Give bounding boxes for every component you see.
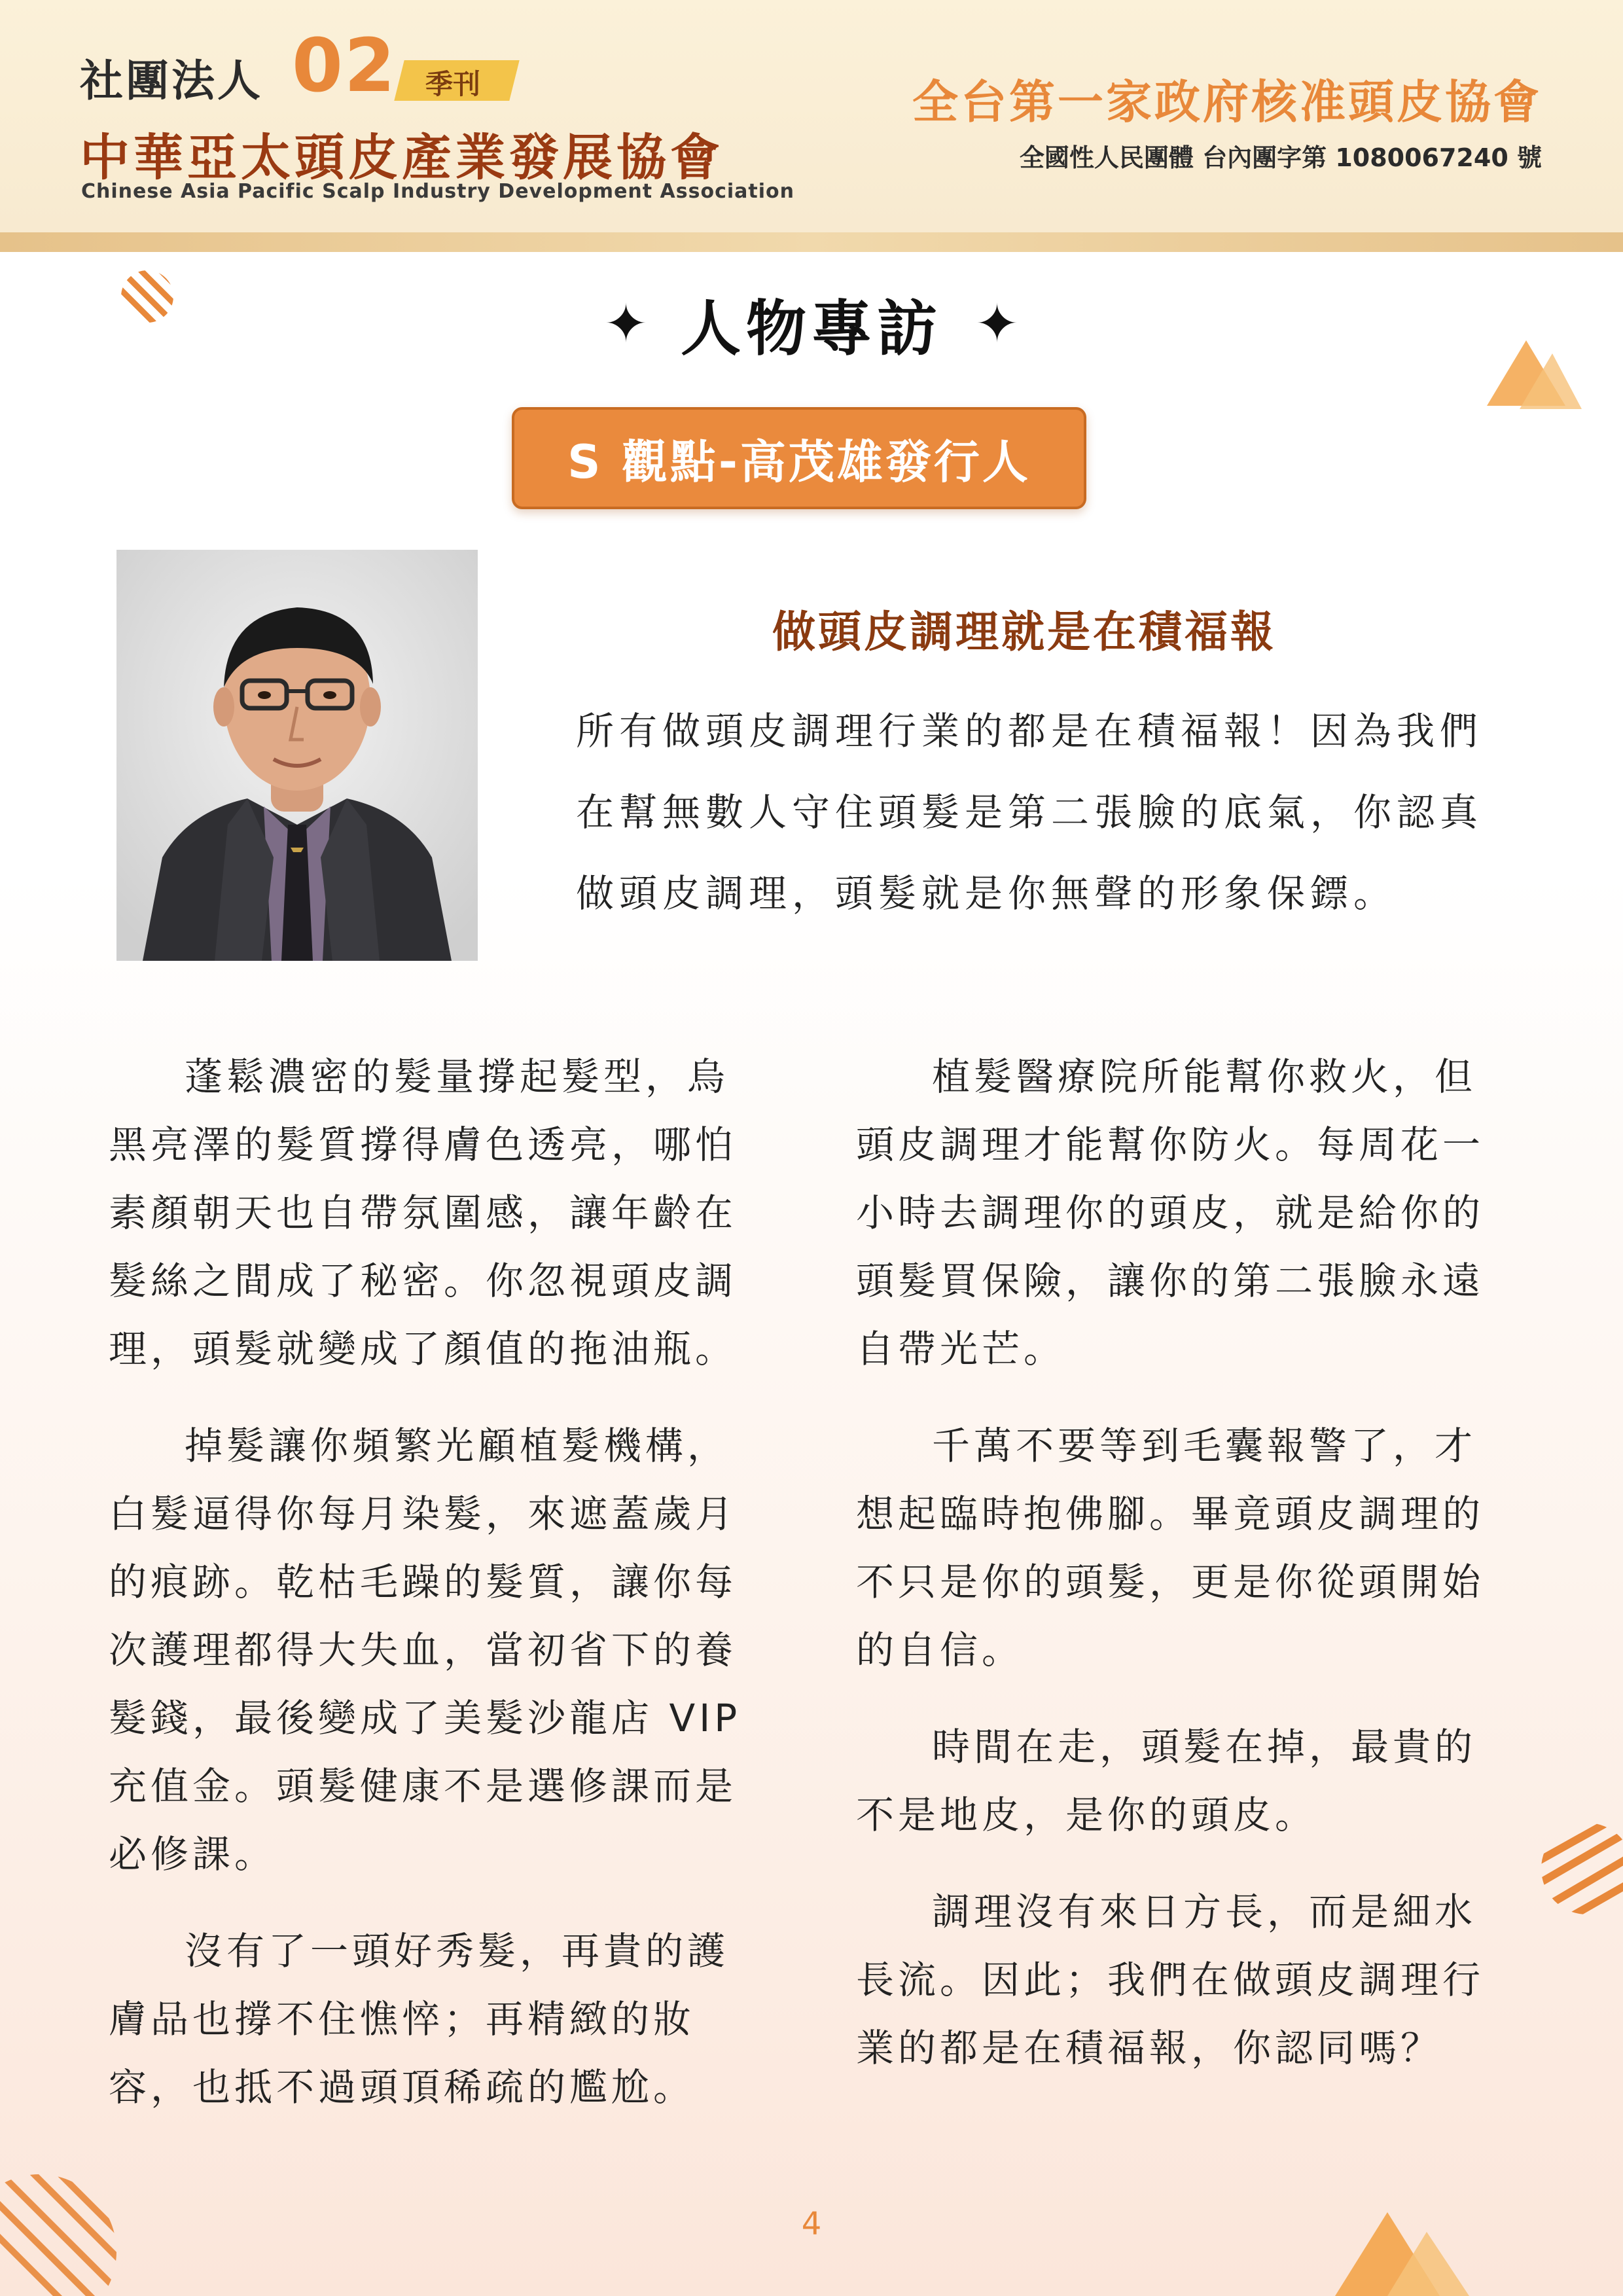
striped-circle-icon [0,2160,124,2296]
org-name-en: Chinese Asia Pacific Scalp Industry Development Association [81,180,795,203]
issue-number: 02 [292,24,397,109]
paragraph: 植髮醫療院所能幫你救火，但頭皮調理才能幫你防火。每周花一小時去調理你的頭皮，就是給你的頭髮買保險，讓你的第二張臉永遠自帶光芒。 [856,1054,1485,1371]
striped-circle-icon [1538,1820,1623,1918]
article-intro: 所有做頭皮調理行業的都是在積福報！因為我們在幫無數人守住頭髮是第二張臉的底氣，你認真做頭皮調理，頭髮就是你無聲的形象保鏢。 [576,709,1484,916]
paragraph: 掉髮讓你頻繁光顧植髮機構，白髮逼得你每月染髮，來遮蓋歲月的痕跡。乾枯毛躁的髮質，讓你每次護理都得大失血，當初省下的養髮錢，最後變成了美髮沙龍店 VIP 充值金。頭髮健康不是選修課而是必修課。 [109,1424,741,1876]
article-headline: 做頭皮調理就是在積福報 [772,607,1276,657]
org-name: 中華亞太頭皮產業發展協會 [80,128,724,187]
paragraph: 時間在走，頭髮在掉，最貴的不是地皮，是你的頭皮。 [856,1725,1477,1837]
association-registration: 全國性人民團體 台內團字第 1080067240 號 [1019,143,1542,172]
triangle-mountain-icon [1480,327,1585,412]
star-icon: ✦ [975,293,1020,354]
left-column [109,1043,763,2150]
star-icon: ✦ [603,293,648,354]
paragraph: 蓬鬆濃密的髮量撐起髮型，烏黑亮澤的髮質撐得膚色透亮，哪怕素顏朝天也自帶氛圍感，讓年齡在髮絲之間成了秘密。你忽視頭皮調理，頭髮就變成了顏值的拖油瓶。 [109,1054,738,1371]
paragraph: 調理沒有來日方長，而是細水長流。因此；我們在做頭皮調理行業的都是在積福報，你認同嗎？ [856,1890,1485,2070]
portrait-illustration [116,550,478,961]
header-divider [0,232,1623,252]
paragraph: 千萬不要等到毛囊報警了，才想起臨時抱佛腳。畢竟頭皮調理的不只是你的頭髮，更是你從頭開始的自信。 [856,1424,1485,1672]
association-claim: 全台第一家政府核准頭皮協會 [912,75,1542,129]
subtitle-banner [512,407,1086,509]
section-title-row [0,281,1623,367]
portrait-photo [116,550,478,961]
paragraph: 沒有了一頭好秀髮，再貴的護膚品也撐不住憔悴；再精緻的妝容，也抵不過頭頂稀疏的尷尬。 [109,1929,730,2109]
subtitle-text: S 觀點-高茂雄發行人 [567,435,1031,489]
triangle-mountain-icon [1329,2199,1472,2296]
right-column [856,1043,1510,2111]
org-prefix: 社團法人 [80,56,263,106]
issue-type-label: 季刊 [425,68,481,100]
page-number: 4 [801,2206,822,2242]
striped-circle-icon [118,267,177,326]
section-title: 人物專訪 [680,294,942,364]
